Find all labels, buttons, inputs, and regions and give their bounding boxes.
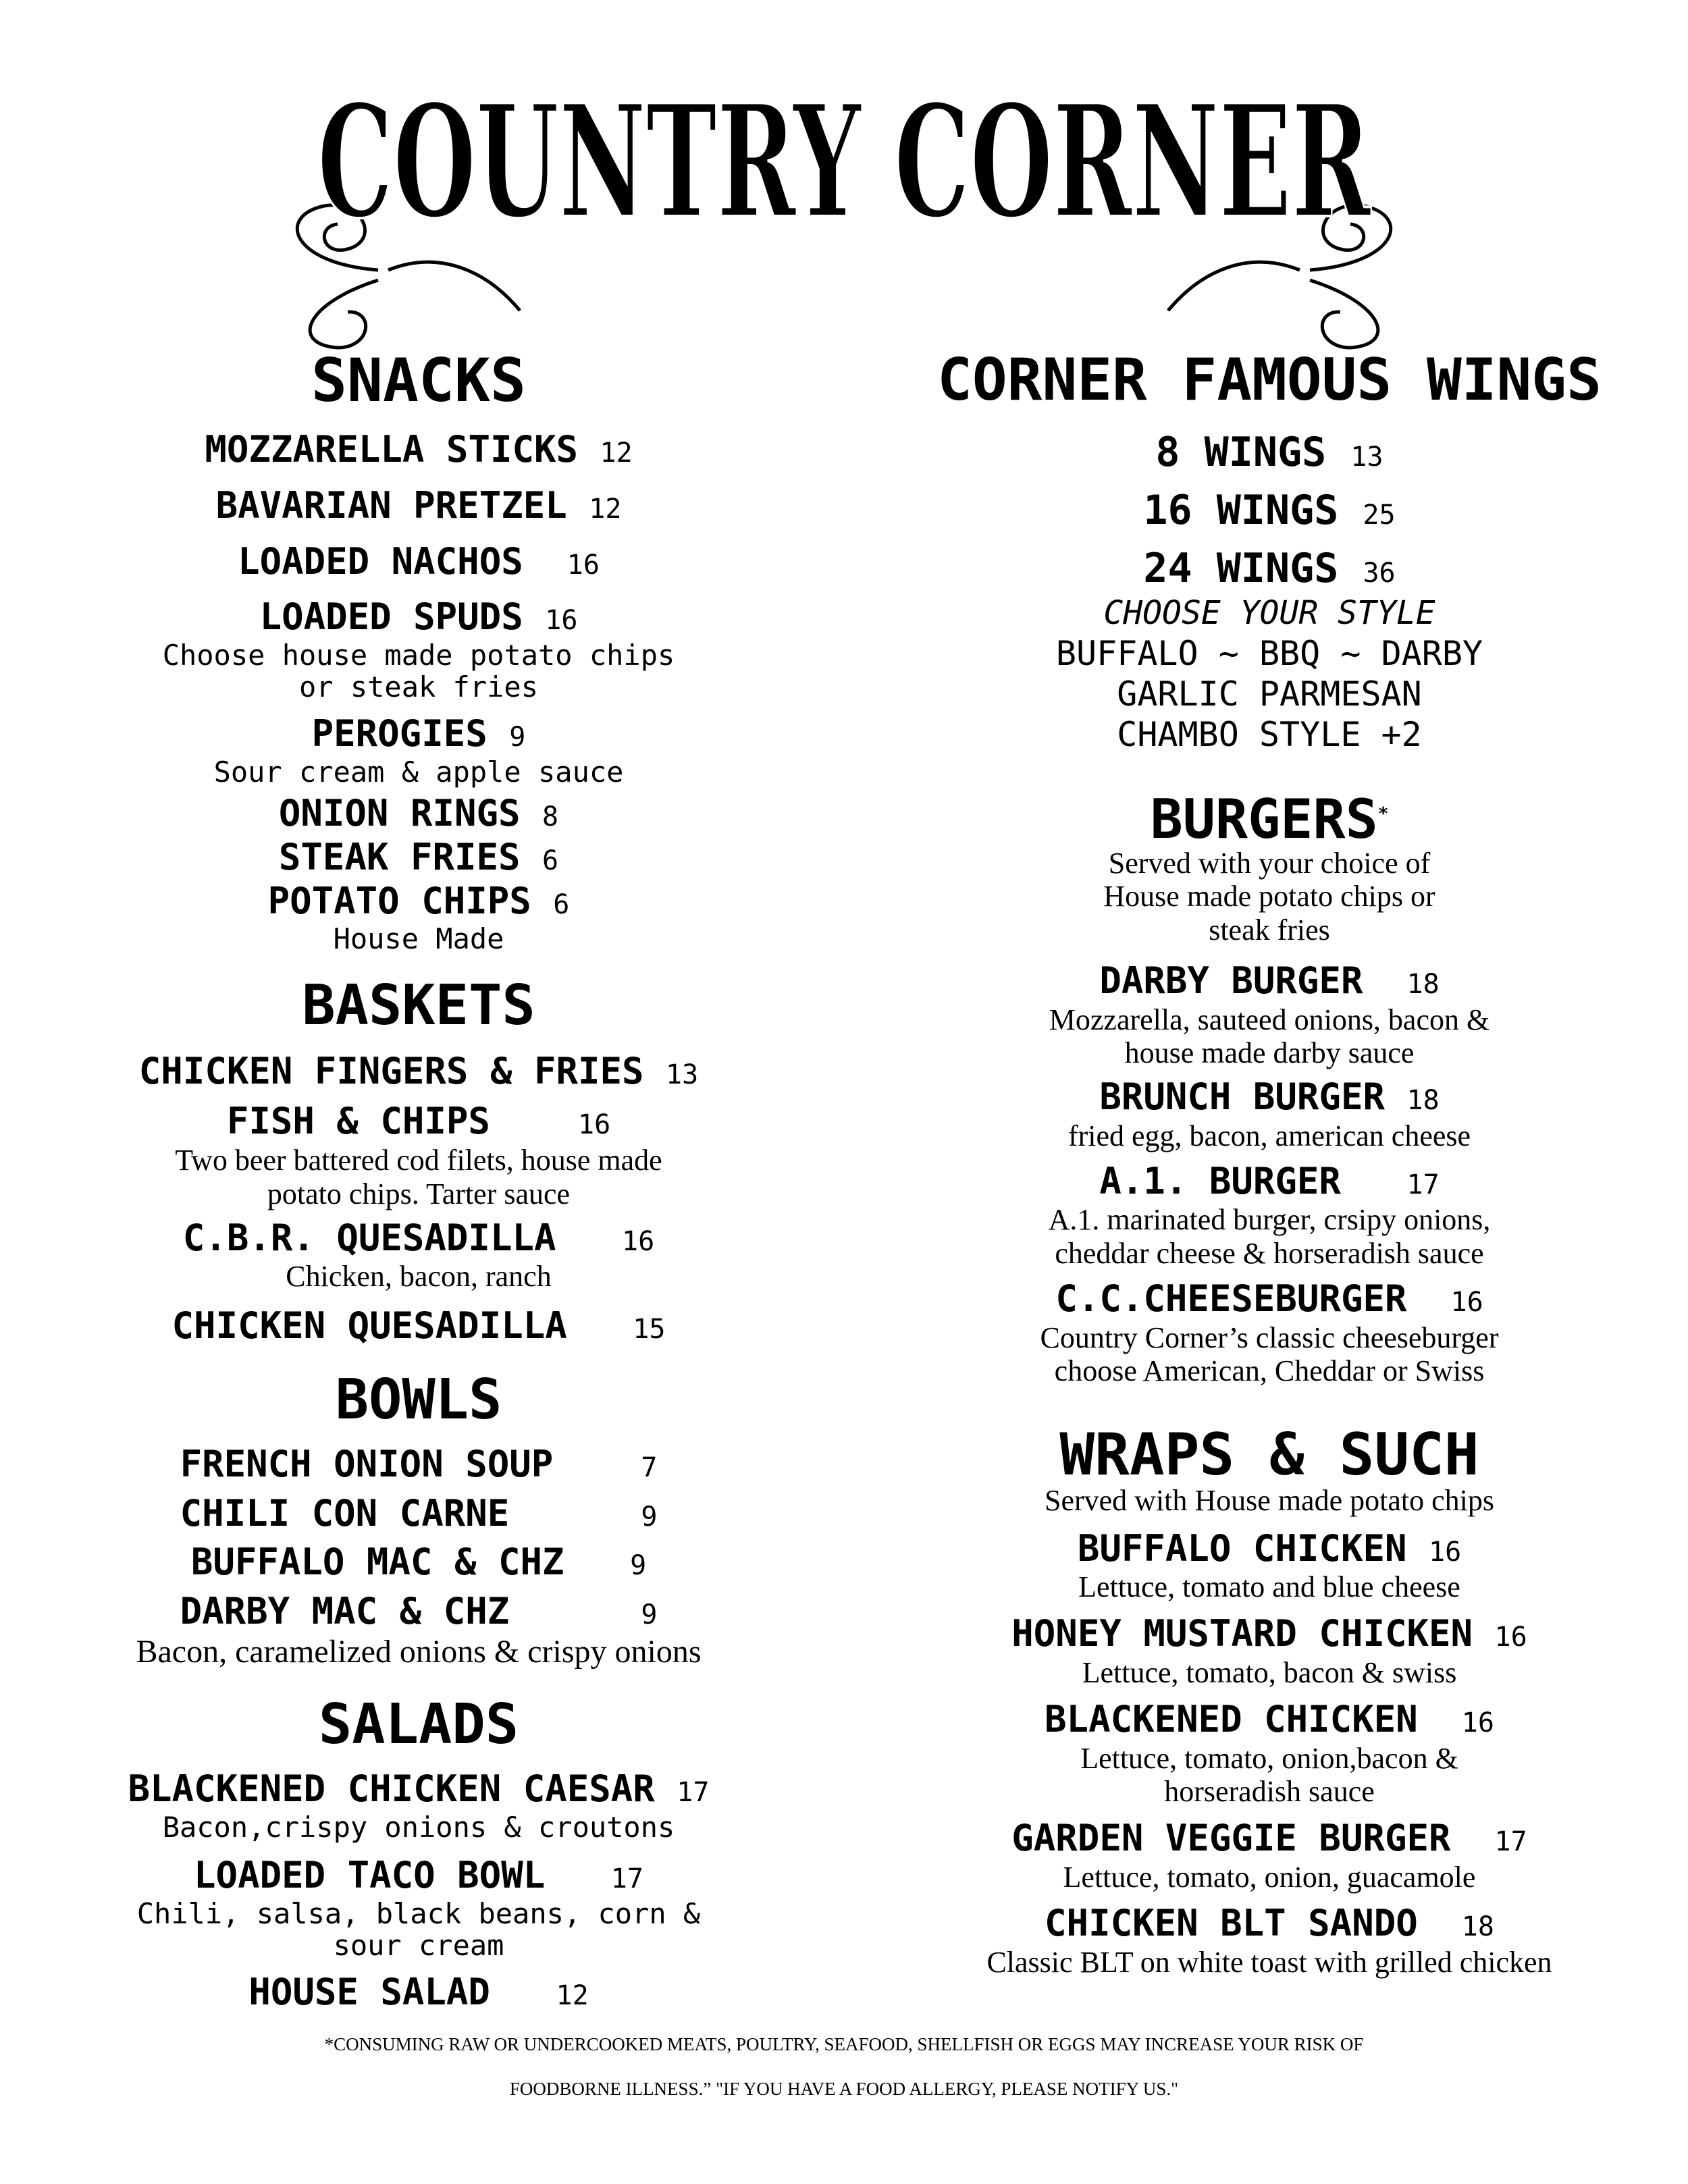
- menu-item: FRENCH ONION SOUP 7: [180, 1442, 658, 1485]
- menu-item: MOZZARELLA STICKS 12: [205, 428, 633, 471]
- item-description: Two beer battered cod filets, house made: [175, 1144, 662, 1177]
- item-description: Chili, salsa, black beans, corn &: [136, 1896, 701, 1930]
- menu-item: C.C.CHEESEBURGER 16: [1055, 1277, 1483, 1320]
- country-corner-logo: [263, 47, 1425, 365]
- wings-section: [898, 346, 1641, 755]
- wraps-title: WRAPS & SUCH: [1059, 1420, 1479, 1489]
- item-description: Sour cream & apple sauce: [213, 755, 624, 789]
- item-description: Classic BLT on white toast with grilled chicken: [986, 1946, 1552, 1979]
- burgers-section: [898, 787, 1641, 1388]
- item-description: fried egg, bacon, american cheese: [1067, 1119, 1471, 1152]
- style-option: GARLIC PARMESAN: [1117, 674, 1422, 714]
- menu-item: BUFFALO MAC & CHZ 9: [190, 1541, 647, 1584]
- section-intro: House made potato chips or: [1103, 880, 1435, 913]
- menu-item: PEROGIES 9: [311, 712, 526, 755]
- asterisk-mark: *: [1377, 803, 1389, 824]
- wraps-section: [898, 1420, 1641, 1979]
- menu-item: C.B.R. QUESADILLA 16: [182, 1216, 655, 1259]
- style-heading: CHOOSE YOUR STYLE: [1103, 594, 1435, 632]
- item-description: House Made: [333, 922, 504, 956]
- item-description: Lettuce, tomato, bacon & swiss: [1082, 1656, 1457, 1689]
- menu-item: POTATO CHIPS 6: [267, 879, 570, 922]
- style-option: BUFFALO ~ BBQ ~ DARBY: [1055, 633, 1483, 673]
- menu-item: CHICKEN BLT SANDO 18: [1045, 1902, 1494, 1945]
- item-description: potato chips. Tarter sauce: [267, 1177, 571, 1210]
- menu-item: BLACKENED CHICKEN CAESAR 17: [128, 1767, 710, 1811]
- style-option: CHAMBO STYLE +2: [1117, 714, 1422, 754]
- section-intro: Served with your choice of: [1108, 846, 1431, 880]
- allergy-disclaimer: [0, 2022, 1688, 2111]
- section-intro: Served with House made potato chips: [1045, 1483, 1494, 1517]
- menu-item: DARBY MAC & CHZ 9: [180, 1590, 658, 1633]
- menu-item: GARDEN VEGGIE BURGER 17: [1011, 1816, 1527, 1859]
- salads-title: SALADS: [318, 1693, 519, 1757]
- menu-item: A.1. BURGER 17: [1099, 1159, 1440, 1202]
- section-intro: steak fries: [1209, 913, 1330, 947]
- snacks-section: [61, 346, 776, 956]
- baskets-section: [61, 973, 776, 1348]
- item-description: A.1. marinated burger, crsipy onions,: [1048, 1203, 1491, 1237]
- menu-item: 24 WINGS 36: [1143, 545, 1396, 592]
- menu-item: STEAK FRIES 6: [278, 835, 559, 878]
- menu-item: ONION RINGS 8: [278, 792, 559, 835]
- snacks-title: SNACKS: [311, 346, 526, 415]
- menu-item: LOADED TACO BOWL 17: [194, 1854, 643, 1897]
- item-description: Lettuce, tomato, onion, guacamole: [1063, 1860, 1476, 1894]
- left-column: [61, 346, 776, 2015]
- bowls-title: BOWLS: [335, 1367, 502, 1432]
- menu-item: LOADED NACHOS 16: [238, 539, 600, 583]
- menu-item: CHICKEN FINGERS & FRIES 13: [138, 1049, 699, 1092]
- item-description: Bacon,crispy onions & croutons: [162, 1811, 675, 1844]
- item-description: house made darby sauce: [1124, 1036, 1415, 1070]
- menu-item: HOUSE SALAD 12: [248, 1970, 589, 2013]
- baskets-title: BASKETS: [302, 973, 535, 1038]
- item-description: Bacon, caramelized onions & crispy onions: [136, 1634, 702, 1670]
- menu-item: CHILI CON CARNE 9: [180, 1491, 658, 1535]
- menu-item: BRUNCH BURGER 18: [1099, 1075, 1440, 1118]
- item-description: Country Corner’s classic cheeseburger: [1040, 1321, 1499, 1354]
- menu-item: DARBY BURGER 18: [1099, 959, 1440, 1002]
- bowls-section: [61, 1367, 776, 1670]
- disclaimer-line: FOODBORNE ILLNESS.” "IF YOU HAVE A FOOD ALLERGY, PLEASE NOTIFY US.": [509, 2079, 1179, 2100]
- item-description: Lettuce, tomato and blue cheese: [1078, 1570, 1460, 1604]
- item-description: Mozzarella, sauteed onions, bacon &: [1049, 1003, 1490, 1036]
- item-description: choose American, Cheddar or Swiss: [1054, 1354, 1485, 1388]
- menu-item: 8 WINGS 13: [1155, 429, 1383, 476]
- menu-item: CHICKEN QUESADILLA 15: [172, 1304, 666, 1348]
- right-column: [898, 346, 1641, 1979]
- item-description: horseradish sauce: [1164, 1775, 1375, 1809]
- menu-item: BUFFALO CHICKEN 16: [1077, 1526, 1462, 1570]
- wings-title: CORNER FAMOUS WINGS: [937, 346, 1602, 414]
- menu-item: FISH & CHIPS 16: [226, 1100, 611, 1143]
- item-description: sour cream: [333, 1928, 504, 1962]
- item-description: Choose house made potato chips: [162, 639, 675, 672]
- item-description: Lettuce, tomato, onion,bacon &: [1080, 1741, 1458, 1775]
- item-description: Chicken, bacon, ranch: [286, 1260, 552, 1294]
- menu-item: LOADED SPUDS 16: [259, 595, 578, 639]
- salads-section: [61, 1693, 776, 2014]
- menu-item: BAVARIAN PRETZEL 12: [215, 483, 622, 527]
- item-description: cheddar cheese & horseradish sauce: [1055, 1237, 1484, 1271]
- menu-item: 16 WINGS 25: [1143, 487, 1396, 534]
- logo-text: COUNTRY CORNER: [317, 71, 1372, 253]
- menu-item: HONEY MUSTARD CHICKEN 16: [1011, 1612, 1527, 1655]
- burgers-title: BURGERS*: [1150, 787, 1389, 851]
- menu-item: BLACKENED CHICKEN 16: [1045, 1697, 1494, 1740]
- item-description: or steak fries: [298, 670, 538, 704]
- disclaimer-line: *CONSUMING RAW OR UNDERCOOKED MEATS, POULTRY, SEAFOOD, SHELLFISH OR EGGS MAY INCREASE YOUR RISK OF: [324, 2034, 1364, 2054]
